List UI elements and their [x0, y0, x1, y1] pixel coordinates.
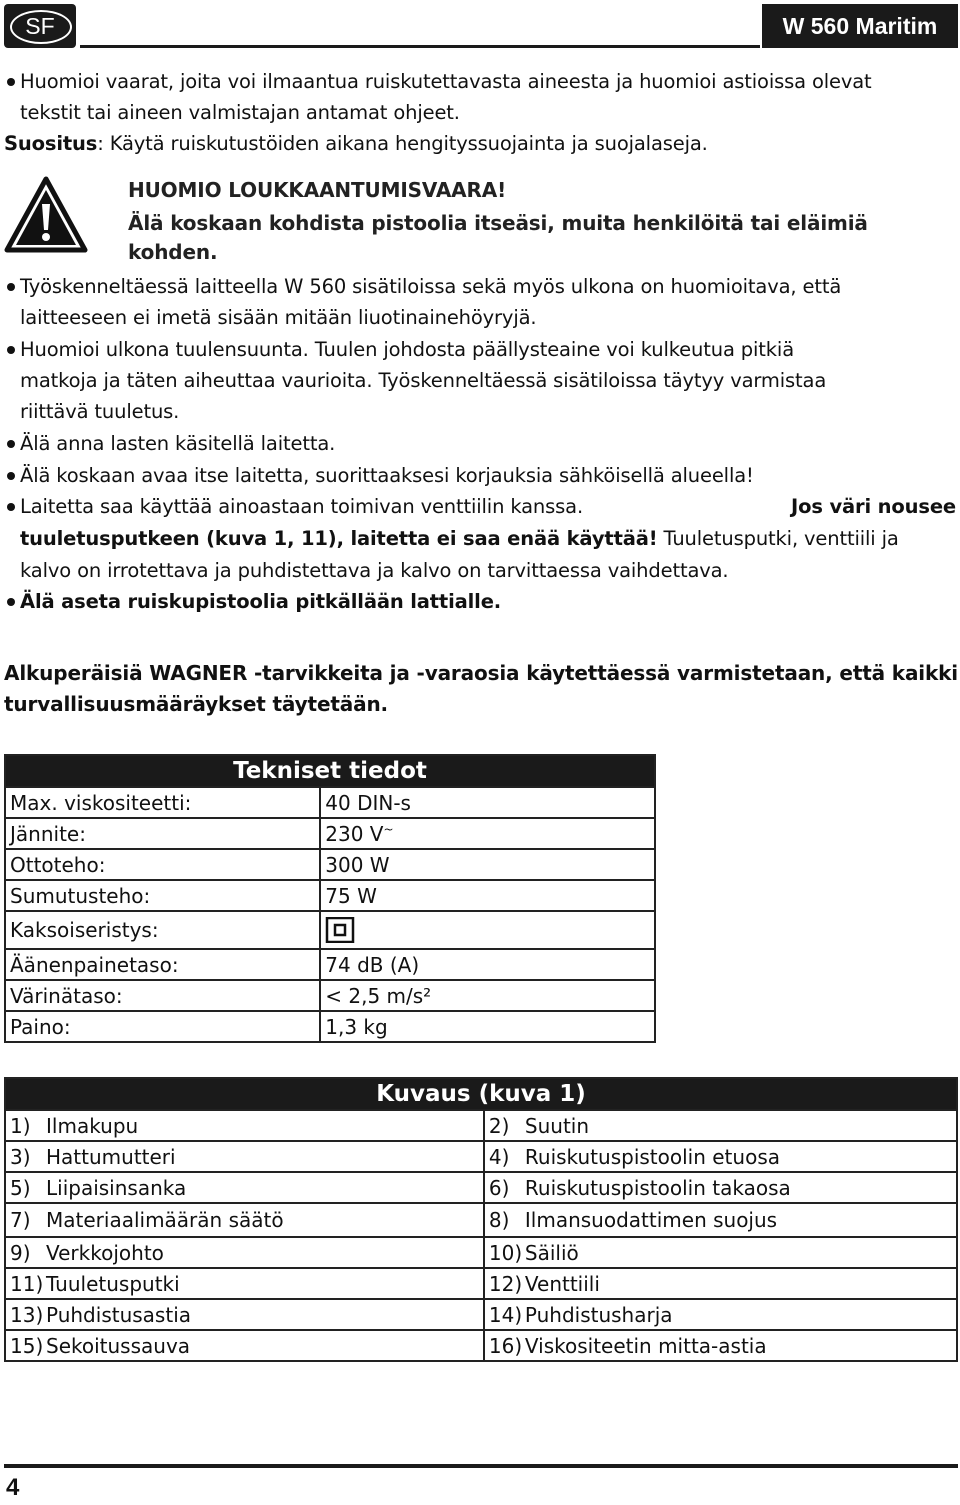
part-number: 9) [10, 1240, 31, 1265]
part-number: 2) [488, 1113, 510, 1138]
language-badge [4, 4, 76, 48]
tech-value-text: 300 W [325, 852, 390, 877]
description-row [5, 1237, 957, 1268]
tech-row [5, 880, 655, 911]
bullet [7, 346, 15, 354]
part-number: 4) [488, 1144, 510, 1169]
description-cell [484, 1268, 957, 1299]
model-title: W 560 Maritim [762, 4, 958, 48]
bullet-2-line-2: laitteeseen ei imetä sisään mitään liuotinainehöyryjä. [20, 306, 537, 329]
warning-line-2: kohden. [128, 240, 218, 264]
recommendation-text: : Käytä ruiskutustöiden aikana hengityssuojainta ja suojalaseja. [97, 132, 708, 155]
part-name: Suutin [524, 1113, 590, 1138]
description-row [5, 1268, 957, 1299]
tech-row [5, 849, 655, 880]
tech-value [320, 880, 655, 911]
warning-triangle-icon [4, 176, 88, 254]
bullet-3-line-3: riittävä tuuletus. [20, 400, 180, 423]
description-row [5, 1330, 957, 1361]
tech-value-text: 40 DIN-s [325, 790, 411, 815]
part-name: Ilmansuodattimen suojus [524, 1208, 778, 1232]
bullet [7, 598, 15, 606]
part-name: Ilmakupu [46, 1113, 139, 1138]
bullet-6-text-c: Tuuletusputki, venttiili ja [657, 527, 899, 550]
part-name: Ruiskutuspistoolin takaosa [524, 1175, 791, 1200]
part-number: 8) [488, 1208, 510, 1232]
tech-value [320, 787, 655, 818]
part-number: 13) [10, 1302, 44, 1327]
part-name: Verkkojohto [46, 1240, 164, 1265]
part-name: Puhdistusastia [46, 1302, 191, 1327]
bullet-3-line-1: Huomioi ulkona tuulensuunta. Tuulen johdosta päällysteaine voi kulkeutua pitkiä [20, 338, 794, 361]
header-rule [80, 45, 760, 48]
tech-table [4, 754, 656, 1043]
part-number: 12) [488, 1271, 523, 1296]
tech-label: Värinätaso: [5, 980, 320, 1011]
description-cell [5, 1299, 484, 1330]
notice-line-1: Alkuperäisiä WAGNER -tarvikkeita ja -varaosia käytettäessä varmistetaan, että kaikki [4, 661, 959, 685]
description-cell [5, 1237, 484, 1268]
part-number: 5) [10, 1175, 31, 1200]
recommendation-label: Suositus [4, 132, 98, 155]
double-insulation-icon [325, 917, 355, 943]
tech-row [5, 949, 655, 980]
tech-value [320, 980, 655, 1011]
part-number: 11) [10, 1271, 44, 1296]
description-cell [5, 1172, 484, 1203]
bullet [7, 440, 15, 448]
description-cell [5, 1203, 484, 1237]
part-name: Puhdistusharja [524, 1302, 673, 1327]
bullet [7, 503, 15, 511]
part-name: Hattumutteri [46, 1144, 176, 1169]
bullet-6-emphasis: tuuletusputkeen (kuva 1, 11), laitetta ei saa enää käyttää! [20, 527, 658, 550]
tech-row [5, 787, 655, 818]
page-number: 4 [6, 1474, 20, 1501]
description-cell [484, 1203, 957, 1237]
part-number: 6) [488, 1175, 510, 1200]
description-cell [5, 1110, 484, 1141]
part-name: Säiliö [524, 1240, 579, 1265]
part-number: 15) [10, 1333, 44, 1358]
tech-label: Äänenpainetaso: [5, 949, 320, 980]
description-row [5, 1299, 957, 1330]
part-name: Ruiskutuspistoolin etuosa [524, 1144, 780, 1169]
tech-value [320, 1011, 655, 1042]
tech-value-text: 74 dB (A) [325, 952, 420, 977]
tech-value-text: < 2,5 m/s² [325, 983, 432, 1008]
tech-label: Paino: [5, 1011, 320, 1042]
bullet [7, 472, 15, 480]
tech-value-text: 75 W [325, 883, 377, 908]
description-cell [484, 1172, 957, 1203]
bullet-2-line-1: Työskenneltäessä laitteella W 560 sisätiloissa sekä myös ulkona on huomioitava, että [20, 275, 842, 298]
bullet-6-line-3: kalvo on irrotettava ja puhdistettava ja kalvo on tarvittaessa vaihdettava. [20, 559, 729, 582]
tech-value-sup: ~ [383, 821, 394, 836]
bullet-4: Älä anna lasten käsitellä laitetta. [20, 432, 336, 455]
tech-label: Jännite: [5, 818, 320, 849]
part-name: Venttiili [524, 1271, 600, 1296]
tech-label: Max. viskositeetti: [5, 787, 320, 818]
description-table [4, 1077, 958, 1362]
part-name: Tuuletusputki [46, 1271, 180, 1296]
bullet-6-text-a: Laitetta saa käyttää ainoastaan toimivan venttiilin kanssa. [20, 495, 584, 518]
tech-value-text: 1,3 kg [325, 1014, 388, 1039]
footer-rule [4, 1464, 958, 1468]
recommendation [4, 129, 708, 159]
part-number: 14) [488, 1302, 523, 1327]
part-name: Liipaisinsanka [46, 1175, 187, 1200]
bullet-1-line-1: Huomioi vaarat, joita voi ilmaantua ruiskutettavasta aineesta ja huomioi astioissa olevat [20, 70, 872, 93]
warning-title: HUOMIO LOUKKAANTUMISVAARA! [128, 178, 507, 202]
bullet-5: Älä koskaan avaa itse laitetta, suorittaaksesi korjauksia sähköisellä alueella! [20, 464, 754, 487]
part-name: Sekoitussauva [46, 1333, 191, 1358]
part-number: 1) [10, 1113, 31, 1138]
bullet [7, 78, 15, 86]
language-code: SF [25, 13, 55, 39]
tech-row [5, 818, 655, 849]
part-number: 7) [10, 1208, 31, 1232]
tech-table-title: Tekniset tiedot [5, 755, 655, 787]
bullet-6-text-b: Jos väri nousee [791, 495, 956, 518]
description-cell [5, 1141, 484, 1172]
bullet-6-line-2 [20, 524, 899, 554]
description-table-title: Kuvaus (kuva 1) [5, 1078, 957, 1110]
description-cell [484, 1237, 957, 1268]
description-cell [5, 1330, 484, 1361]
tech-label: Ottoteho: [5, 849, 320, 880]
tech-value [320, 849, 655, 880]
description-cell [484, 1330, 957, 1361]
part-number: 3) [10, 1144, 31, 1169]
part-name: Viskositeetin mitta-astia [524, 1333, 767, 1358]
warning-line-1: Älä koskaan kohdista pistoolia itseäsi, muita henkilöitä tai eläimiä [128, 211, 868, 235]
tech-value [320, 911, 655, 949]
bullet-3-line-2: matkoja ja täten aiheuttaa vaurioita. Työskenneltäessä sisätiloissa täytyy varmistaa [20, 369, 827, 392]
description-row [5, 1110, 957, 1141]
tech-row [5, 1011, 655, 1042]
description-row [5, 1203, 957, 1237]
notice-line-2: turvallisuusmääräykset täytetään. [4, 692, 388, 716]
bullet [7, 283, 15, 291]
description-cell [484, 1141, 957, 1172]
description-row [5, 1141, 957, 1172]
description-cell [5, 1268, 484, 1299]
part-number: 10) [488, 1240, 523, 1265]
tech-label: Sumutusteho: [5, 880, 320, 911]
part-name: Materiaalimäärän säätö [46, 1208, 284, 1232]
tech-value [320, 818, 655, 849]
bullet-7: Älä aseta ruiskupistoolia pitkällään lattialle. [20, 590, 502, 613]
bullet-1-line-2: tekstit tai aineen valmistajan antamat ohjeet. [20, 101, 460, 124]
description-cell [484, 1110, 957, 1141]
description-row [5, 1172, 957, 1203]
part-number: 16) [488, 1333, 523, 1358]
tech-row [5, 980, 655, 1011]
tech-value [320, 949, 655, 980]
description-cell [484, 1299, 957, 1330]
tech-value-text: 230 V [325, 821, 384, 846]
tech-label: Kaksoiseristys: [5, 911, 320, 949]
tech-row [5, 911, 655, 949]
bullet-6-line-1 [20, 492, 956, 522]
